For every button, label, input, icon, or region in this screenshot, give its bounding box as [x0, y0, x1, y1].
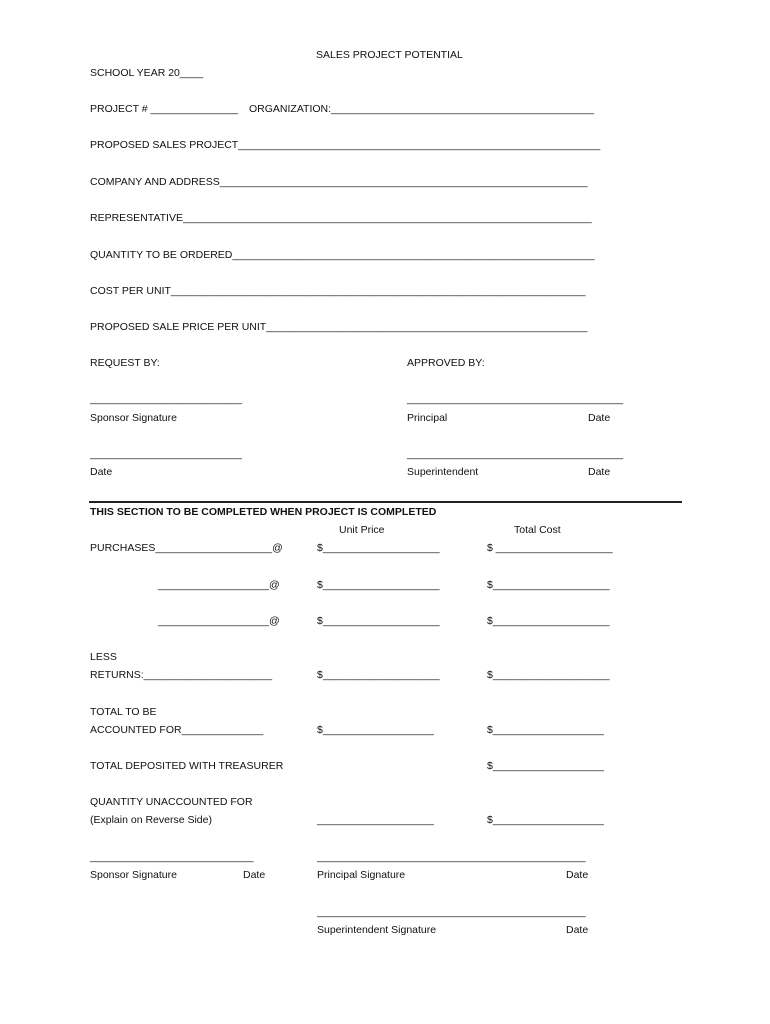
principal-signature-line-2: ______________________________________________ — [317, 851, 586, 863]
purchase-line-3: ___________________@ — [158, 615, 280, 627]
principal-label: Principal — [407, 412, 448, 424]
returns-unit-price: $____________________ — [317, 669, 440, 681]
sponsor-signature-label: Sponsor Signature — [90, 412, 177, 424]
sale-price-field: PROPOSED SALE PRICE PER UNIT_______________________________________________________ — [90, 321, 588, 333]
returns-total-cost: $____________________ — [487, 669, 610, 681]
section-divider — [89, 501, 682, 503]
date-line: __________________________ — [90, 448, 242, 460]
quantity-field: QUANTITY TO BE ORDERED______________________________________________________________ — [90, 249, 595, 261]
superintendent-signature-line: _____________________________________ — [407, 448, 624, 460]
explain-note: (Explain on Reverse Side) — [90, 814, 212, 826]
superintendent-signature-label: Superintendent Signature — [317, 924, 437, 936]
sponsor-signature-line-2: ____________________________ — [90, 851, 254, 863]
request-by-label: REQUEST BY: — [90, 357, 160, 369]
company-address-field: COMPANY AND ADDRESS_______________________________________________________________ — [90, 176, 588, 188]
completion-heading: THIS SECTION TO BE COMPLETED WHEN PROJECT IS COMPLETED — [90, 506, 437, 518]
total-cost-1: $ ____________________ — [487, 542, 613, 554]
unaccounted-unit-line: ____________________ — [317, 814, 434, 826]
principal-date-label-2: Date — [566, 869, 589, 881]
project-number-field: PROJECT # _______________ — [90, 103, 239, 115]
total-cost-2: $____________________ — [487, 579, 610, 591]
total-to-be-label: TOTAL TO BE — [90, 706, 157, 718]
principal-date-label: Date — [588, 412, 611, 424]
unit-price-3: $____________________ — [317, 615, 440, 627]
superintendent-date-label-2: Date — [566, 924, 589, 936]
organization-field: ORGANIZATION:_____________________________________________ — [249, 103, 594, 115]
deposited-label: TOTAL DEPOSITED WITH TREASURER — [90, 760, 284, 772]
purchases-field: PURCHASES____________________@ — [90, 542, 283, 554]
unit-price-header: Unit Price — [339, 524, 385, 536]
approved-by-label: APPROVED BY: — [407, 357, 485, 369]
deposited-total: $___________________ — [487, 760, 604, 772]
superintendent-date-label: Date — [588, 466, 611, 478]
principal-signature-label: Principal Signature — [317, 869, 406, 881]
form-title: SALES PROJECT POTENTIAL — [316, 49, 463, 61]
returns-field: RETURNS:______________________ — [90, 669, 273, 681]
school-year-field: SCHOOL YEAR 20____ — [90, 67, 204, 79]
date-label: Date — [90, 466, 113, 478]
proposed-sales-project-field: PROPOSED SALES PROJECT______________________________________________________________ — [90, 139, 601, 151]
representative-field: REPRESENTATIVE______________________________________________________________________ — [90, 212, 592, 224]
unit-price-2: $____________________ — [317, 579, 440, 591]
superintendent-label: Superintendent — [407, 466, 479, 478]
purchase-line-2: ___________________@ — [158, 579, 280, 591]
unaccounted-total: $___________________ — [487, 814, 604, 826]
cost-per-unit-field: COST PER UNIT_______________________________________________________________________ — [90, 285, 586, 297]
superintendent-signature-line-2: ______________________________________________ — [317, 906, 586, 918]
accounted-unit-price: $___________________ — [317, 724, 434, 736]
unit-price-1: $____________________ — [317, 542, 440, 554]
total-cost-3: $____________________ — [487, 615, 610, 627]
sponsor-signature-label-2: Sponsor Signature — [90, 869, 177, 881]
principal-signature-line: _____________________________________ — [407, 393, 624, 405]
less-label: LESS — [90, 651, 117, 663]
total-cost-header: Total Cost — [514, 524, 561, 536]
accounted-for-field: ACCOUNTED FOR______________ — [90, 724, 264, 736]
quantity-unaccounted-label: QUANTITY UNACCOUNTED FOR — [90, 796, 253, 808]
sponsor-date-label: Date — [243, 869, 266, 881]
accounted-total-cost: $___________________ — [487, 724, 604, 736]
sponsor-signature-line: __________________________ — [90, 393, 242, 405]
